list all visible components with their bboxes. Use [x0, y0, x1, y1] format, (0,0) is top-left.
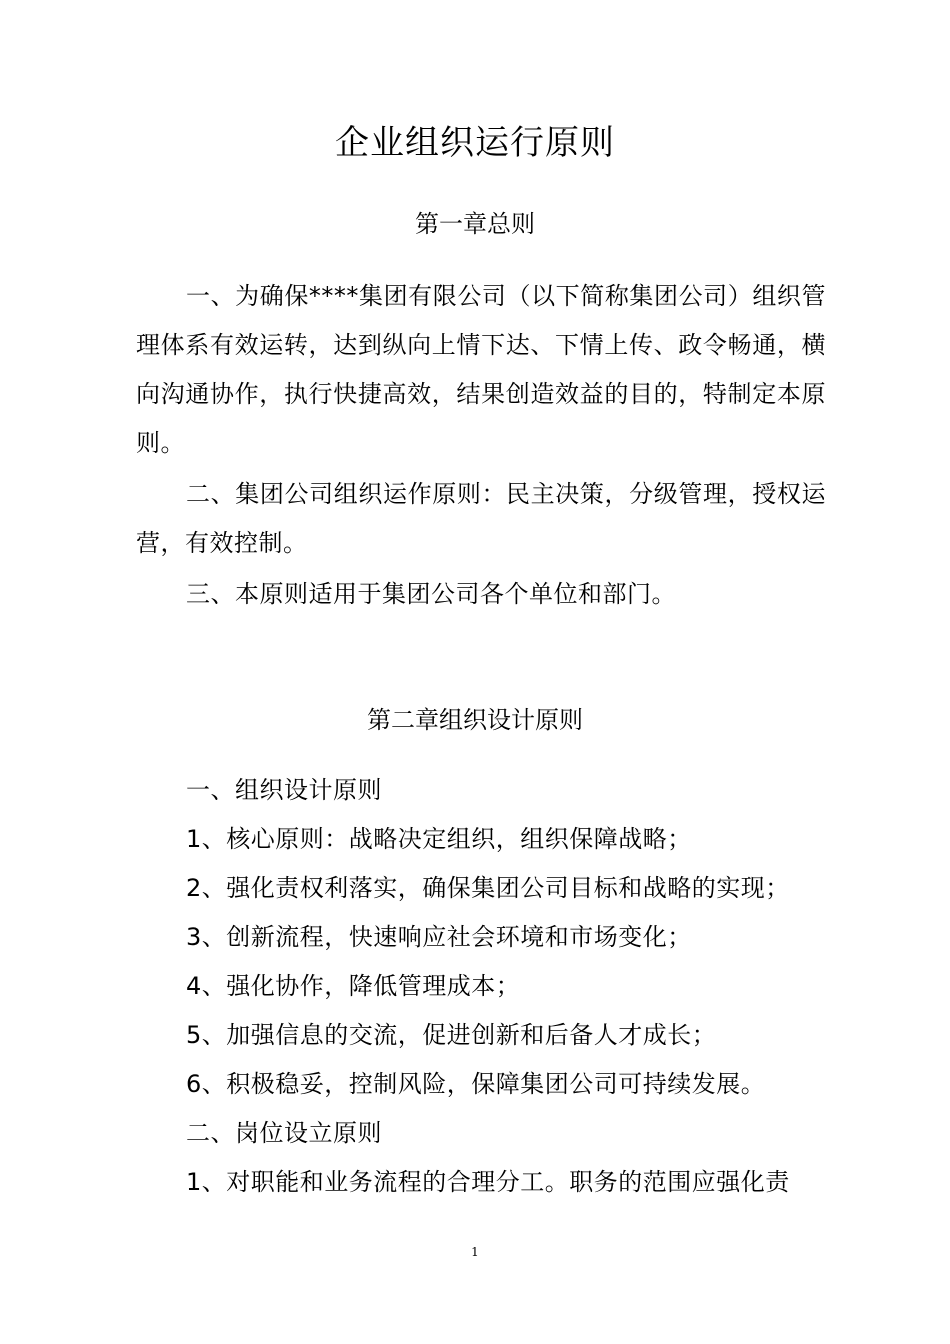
page-number: 1 [471, 1245, 479, 1259]
section-1-item-2: 2、强化责权利落实，确保集团公司目标和战略的实现； [186, 874, 790, 902]
chapter-2-title: 第二章组织设计原则 [367, 706, 583, 734]
section-1-item-5: 5、加强信息的交流，促进创新和后备人才成长； [186, 1021, 717, 1049]
chapter-1-paragraph-2: 二、集团公司组织运作原则：民主决策，分级管理，授权运营，有效控制。 [136, 480, 826, 557]
section-2-item-1: 1、对职能和业务流程的合理分工。职务的范围应强化责 [186, 1168, 790, 1196]
section-2-heading: 二、岗位设立原则 [186, 1119, 382, 1147]
chapter-1-paragraph-3: 三、本原则适用于集团公司各个单位和部门。 [186, 580, 676, 608]
chapter-1-paragraph-1: 一、为确保****集团有限公司（以下简称集团公司）组织管理体系有效运转，达到纵向上情下达、下情上传、政令畅通，横向沟通协作，执行快捷高效，结果创造效益的目的，特制定本原则。 [136, 282, 826, 457]
section-1-item-3: 3、创新流程，快速响应社会环境和市场变化； [186, 923, 692, 951]
section-1-heading: 一、组织设计原则 [186, 776, 382, 804]
chapter-1-title: 第一章总则 [415, 210, 535, 238]
section-1-item-1: 1、核心原则：战略决定组织，组织保障战略； [186, 825, 692, 853]
section-1-item-6: 6、积极稳妥，控制风险，保障集团公司可持续发展。 [186, 1070, 766, 1098]
section-1-item-4: 4、强化协作，降低管理成本； [186, 972, 521, 1000]
document-title: 企业组织运行原则 [335, 123, 615, 163]
